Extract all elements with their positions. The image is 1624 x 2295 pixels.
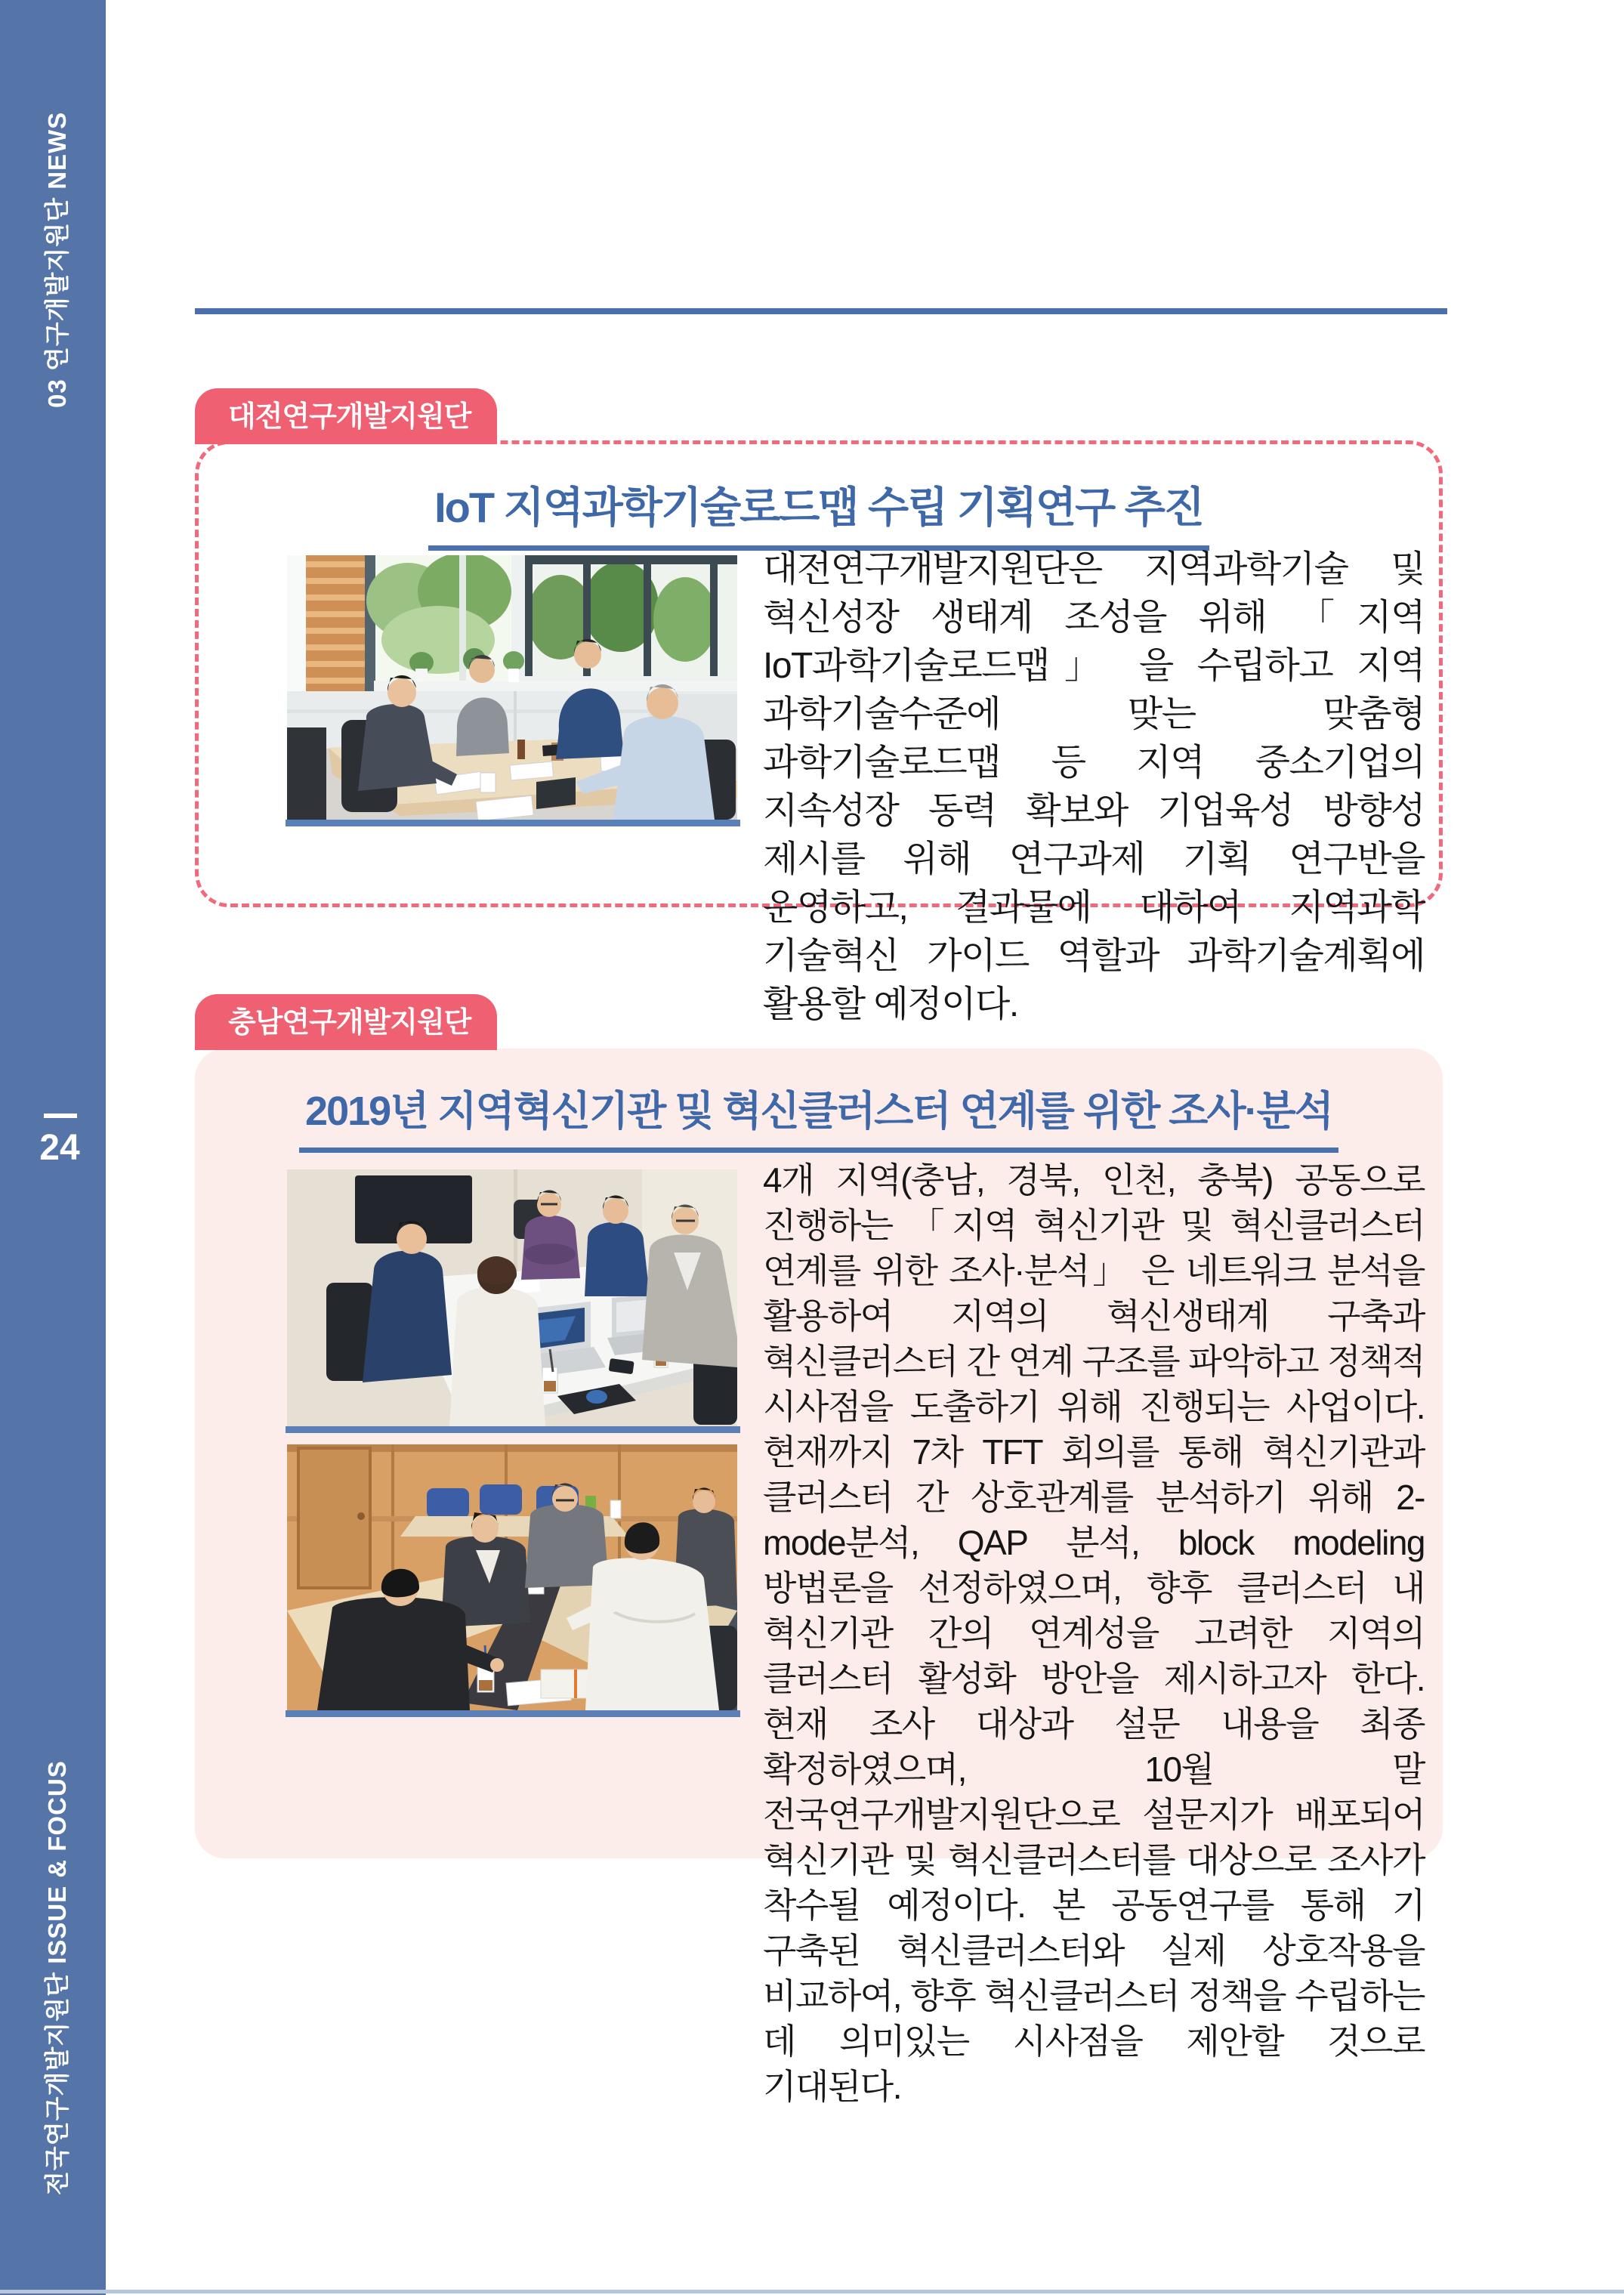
sidebar-section-title: 03 연구개발지원단 NEWS	[43, 111, 71, 408]
section-label-chungnam: 충남연구개발지원단	[195, 994, 497, 1050]
photo-underline-bar	[286, 1710, 740, 1717]
article-title-row	[195, 1079, 1443, 1153]
sidebar-footer-title: 전국연구개발지원단 ISSUE & FOCUS	[43, 1760, 71, 2195]
article-body-chungnam: 4개 지역(충남, 경북, 인천, 충북) 공동으로 진행하는 「지역 혁신기관 및 혁신클러스터 연계를 위한 조사·분석」 은 네트워크 분석을 활용하여 지역의 혁신생태계 구축과 혁신클러스터 간 연계 구조를 파악하고 정책적 시사점을 도출하기 위해 진행되는 사업이다. 현재까지 7차 TFT 회의를 통해 혁신기관과 클러스터 간 상호관계를 분석하기 위해 2-mode분석, QAP 분석, block modeling 방법론을 선정하였으며, 향후 클러스터 내 혁신기관 간의 연계성을 고려한 지역의 클러스터 활성화 방안을 제시하고자 한다. 현재 조사 대상과 설문 내용을 최종 확정하였으며, 10월 말 전국연구개발지원단으로 설문지가 배포되어 혁신기관 및 혁신클러스터를 대상으로 조사가 착수될 예정이다. 본 공동연구를 통해 기 구축된 혁신클러스터와 실제 상호작용을 비교하여, 향후 혁신클러스터 정책을 수립하는 데 의미있는 시사점을 제안할 것으로 기대된다.	[763, 1160, 1425, 2106]
page-number: 24	[39, 1128, 80, 1168]
section-label-daejeon: 대전연구개발지원단	[195, 388, 497, 444]
article-title-daejeon: IoT 지역과학기술로드맵 수립 기획연구 추진	[428, 474, 1209, 551]
photo-survey-review-wood-room	[287, 1444, 737, 1710]
article-title-chungnam: 2019년 지역혁신기관 및 혁신클러스터 연계를 위한 조사·분석	[299, 1079, 1338, 1153]
article-body-daejeon: 대전연구개발지원단은 지역과학기술 및 혁신성장 생태계 조성을 위해 「지역 IoT과학기술로드맵」 을 수립하고 지역 과학기술수준에 맞는 맞춤형 과학기술로드맵 등 지역 중소기업의 지속성장 동력 확보와 기업육성 방향성 제시를 위해 연구과제 기획 연구반을 운영하고, 결과물에 대하여 지역과학 기술혁신 가이드 역할과 과학기술계획에 활용할 예정이다.	[763, 549, 1425, 1024]
photo-underline-bar	[286, 820, 740, 826]
photo-meeting-room-window	[287, 555, 737, 820]
photo-underline-bar	[286, 1426, 740, 1433]
photo-tft-meeting-white-table	[287, 1169, 737, 1426]
sidebar	[0, 0, 106, 2295]
article-title-row	[195, 474, 1443, 551]
page-bottom-edge	[0, 2290, 1624, 2293]
top-divider-rule	[195, 308, 1447, 314]
page-number-rule	[44, 1114, 77, 1118]
